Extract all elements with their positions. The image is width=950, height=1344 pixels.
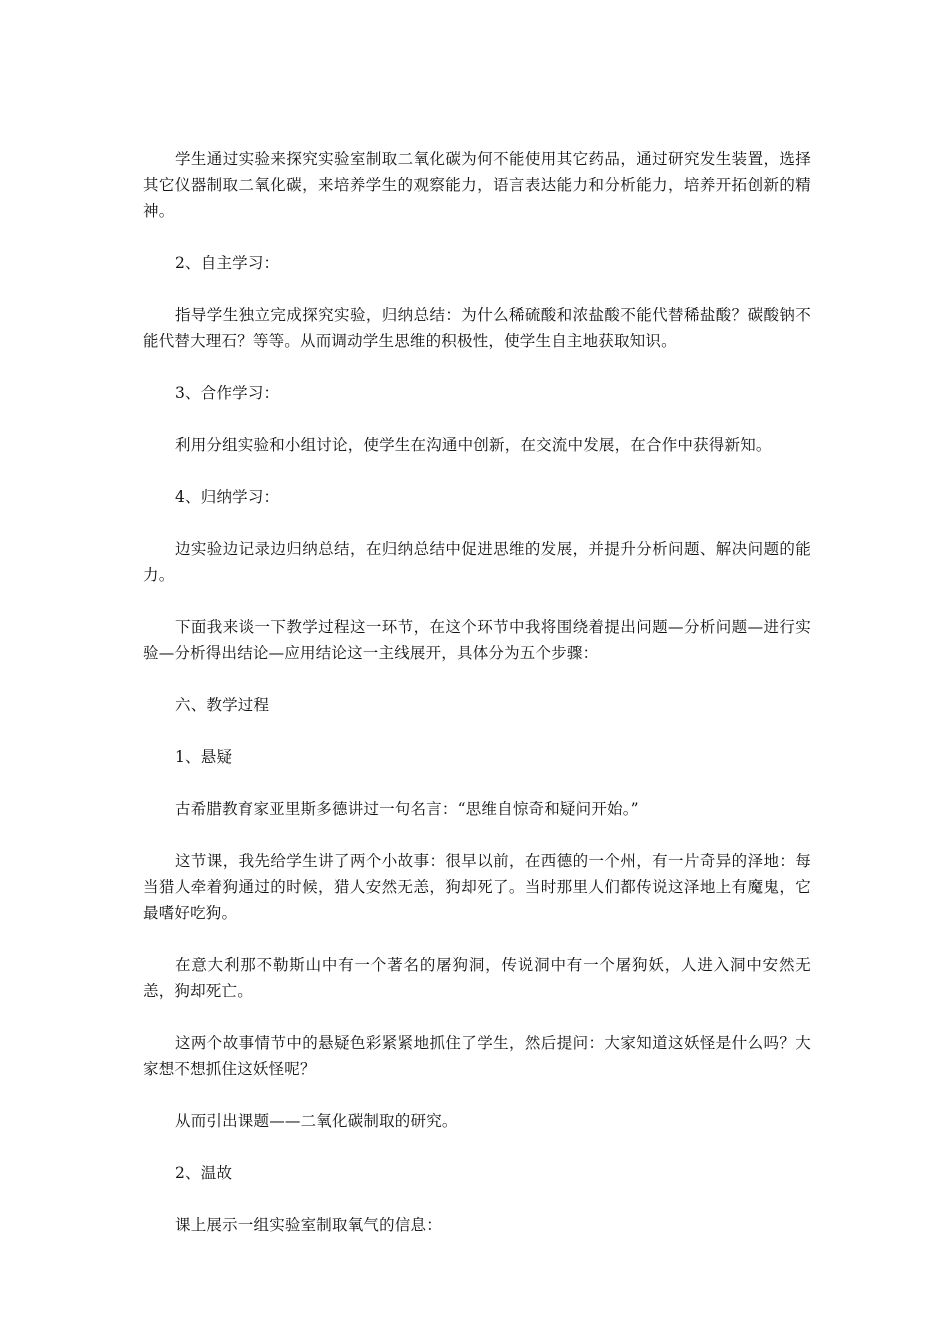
heading-self-study: 2、自主学习： — [175, 254, 280, 272]
heading-inductive-study: 4、归纳学习： — [175, 488, 280, 506]
heading-cooperative-study: 3、合作学习： — [175, 384, 280, 402]
heading-suspense: 1、悬疑 — [175, 748, 233, 766]
paragraph-intro: 学生通过实验来探究实验室制取二氧化碳为何不能使用其它药品，通过研究发生装置，选择其它仪器制取二氧化碳，来培养学生的观察能力，语言表达能力和分析能力，培养开拓创新的精神。 — [143, 150, 811, 220]
paragraph-story-two: 在意大利那不勒斯山中有一个著名的屠狗洞，传说洞中有一个屠狗妖，人进入洞中安然无恙，狗却死亡。 — [143, 956, 811, 1000]
paragraph-cooperative-study: 利用分组实验和小组讨论，使学生在沟通中创新，在交流中发展，在合作中获得新知。 — [175, 436, 772, 454]
heading-review: 2、温故 — [175, 1164, 233, 1182]
paragraph-story-one: 这节课，我先给学生讲了两个小故事：很早以前，在西德的一个州，有一片奇异的泽地：每当猎人牵着狗通过的时候，猎人安然无恙，狗却死了。当时那里人们都传说这泽地上有魔鬼，它最嗜好吃狗。 — [143, 852, 811, 922]
paragraph-topic: 从而引出课题——二氧化碳制取的研究。 — [175, 1112, 458, 1130]
paragraph-process-intro: 下面我来谈一下教学过程这一环节，在这个环节中我将围绕着提出问题—分析问题—进行实验—分析得出结论—应用结论这一主线展开，具体分为五个步骤： — [143, 618, 811, 662]
paragraph-question: 这两个故事情节中的悬疑色彩紧紧地抓住了学生，然后提问：大家知道这妖怪是什么吗？大家想不想抓住这妖怪呢？ — [143, 1034, 811, 1078]
paragraph-inductive-study: 边实验边记录边归纳总结，在归纳总结中促进思维的发展，并提升分析问题、解决问题的能力。 — [143, 540, 811, 584]
paragraph-quote: 古希腊教育家亚里斯多德讲过一句名言：“思维自惊奇和疑问开始。” — [175, 800, 639, 818]
paragraph-review: 课上展示一组实验室制取氧气的信息： — [175, 1216, 442, 1234]
section-heading-teaching-process: 六、教学过程 — [175, 696, 270, 714]
document-body — [143, 146, 811, 1264]
paragraph-self-study: 指导学生独立完成探究实验，归纳总结：为什么稀硫酸和浓盐酸不能代替稀盐酸？碳酸钠不能代替大理石？等等。从而调动学生思维的积极性，使学生自主地获取知识。 — [143, 306, 811, 350]
